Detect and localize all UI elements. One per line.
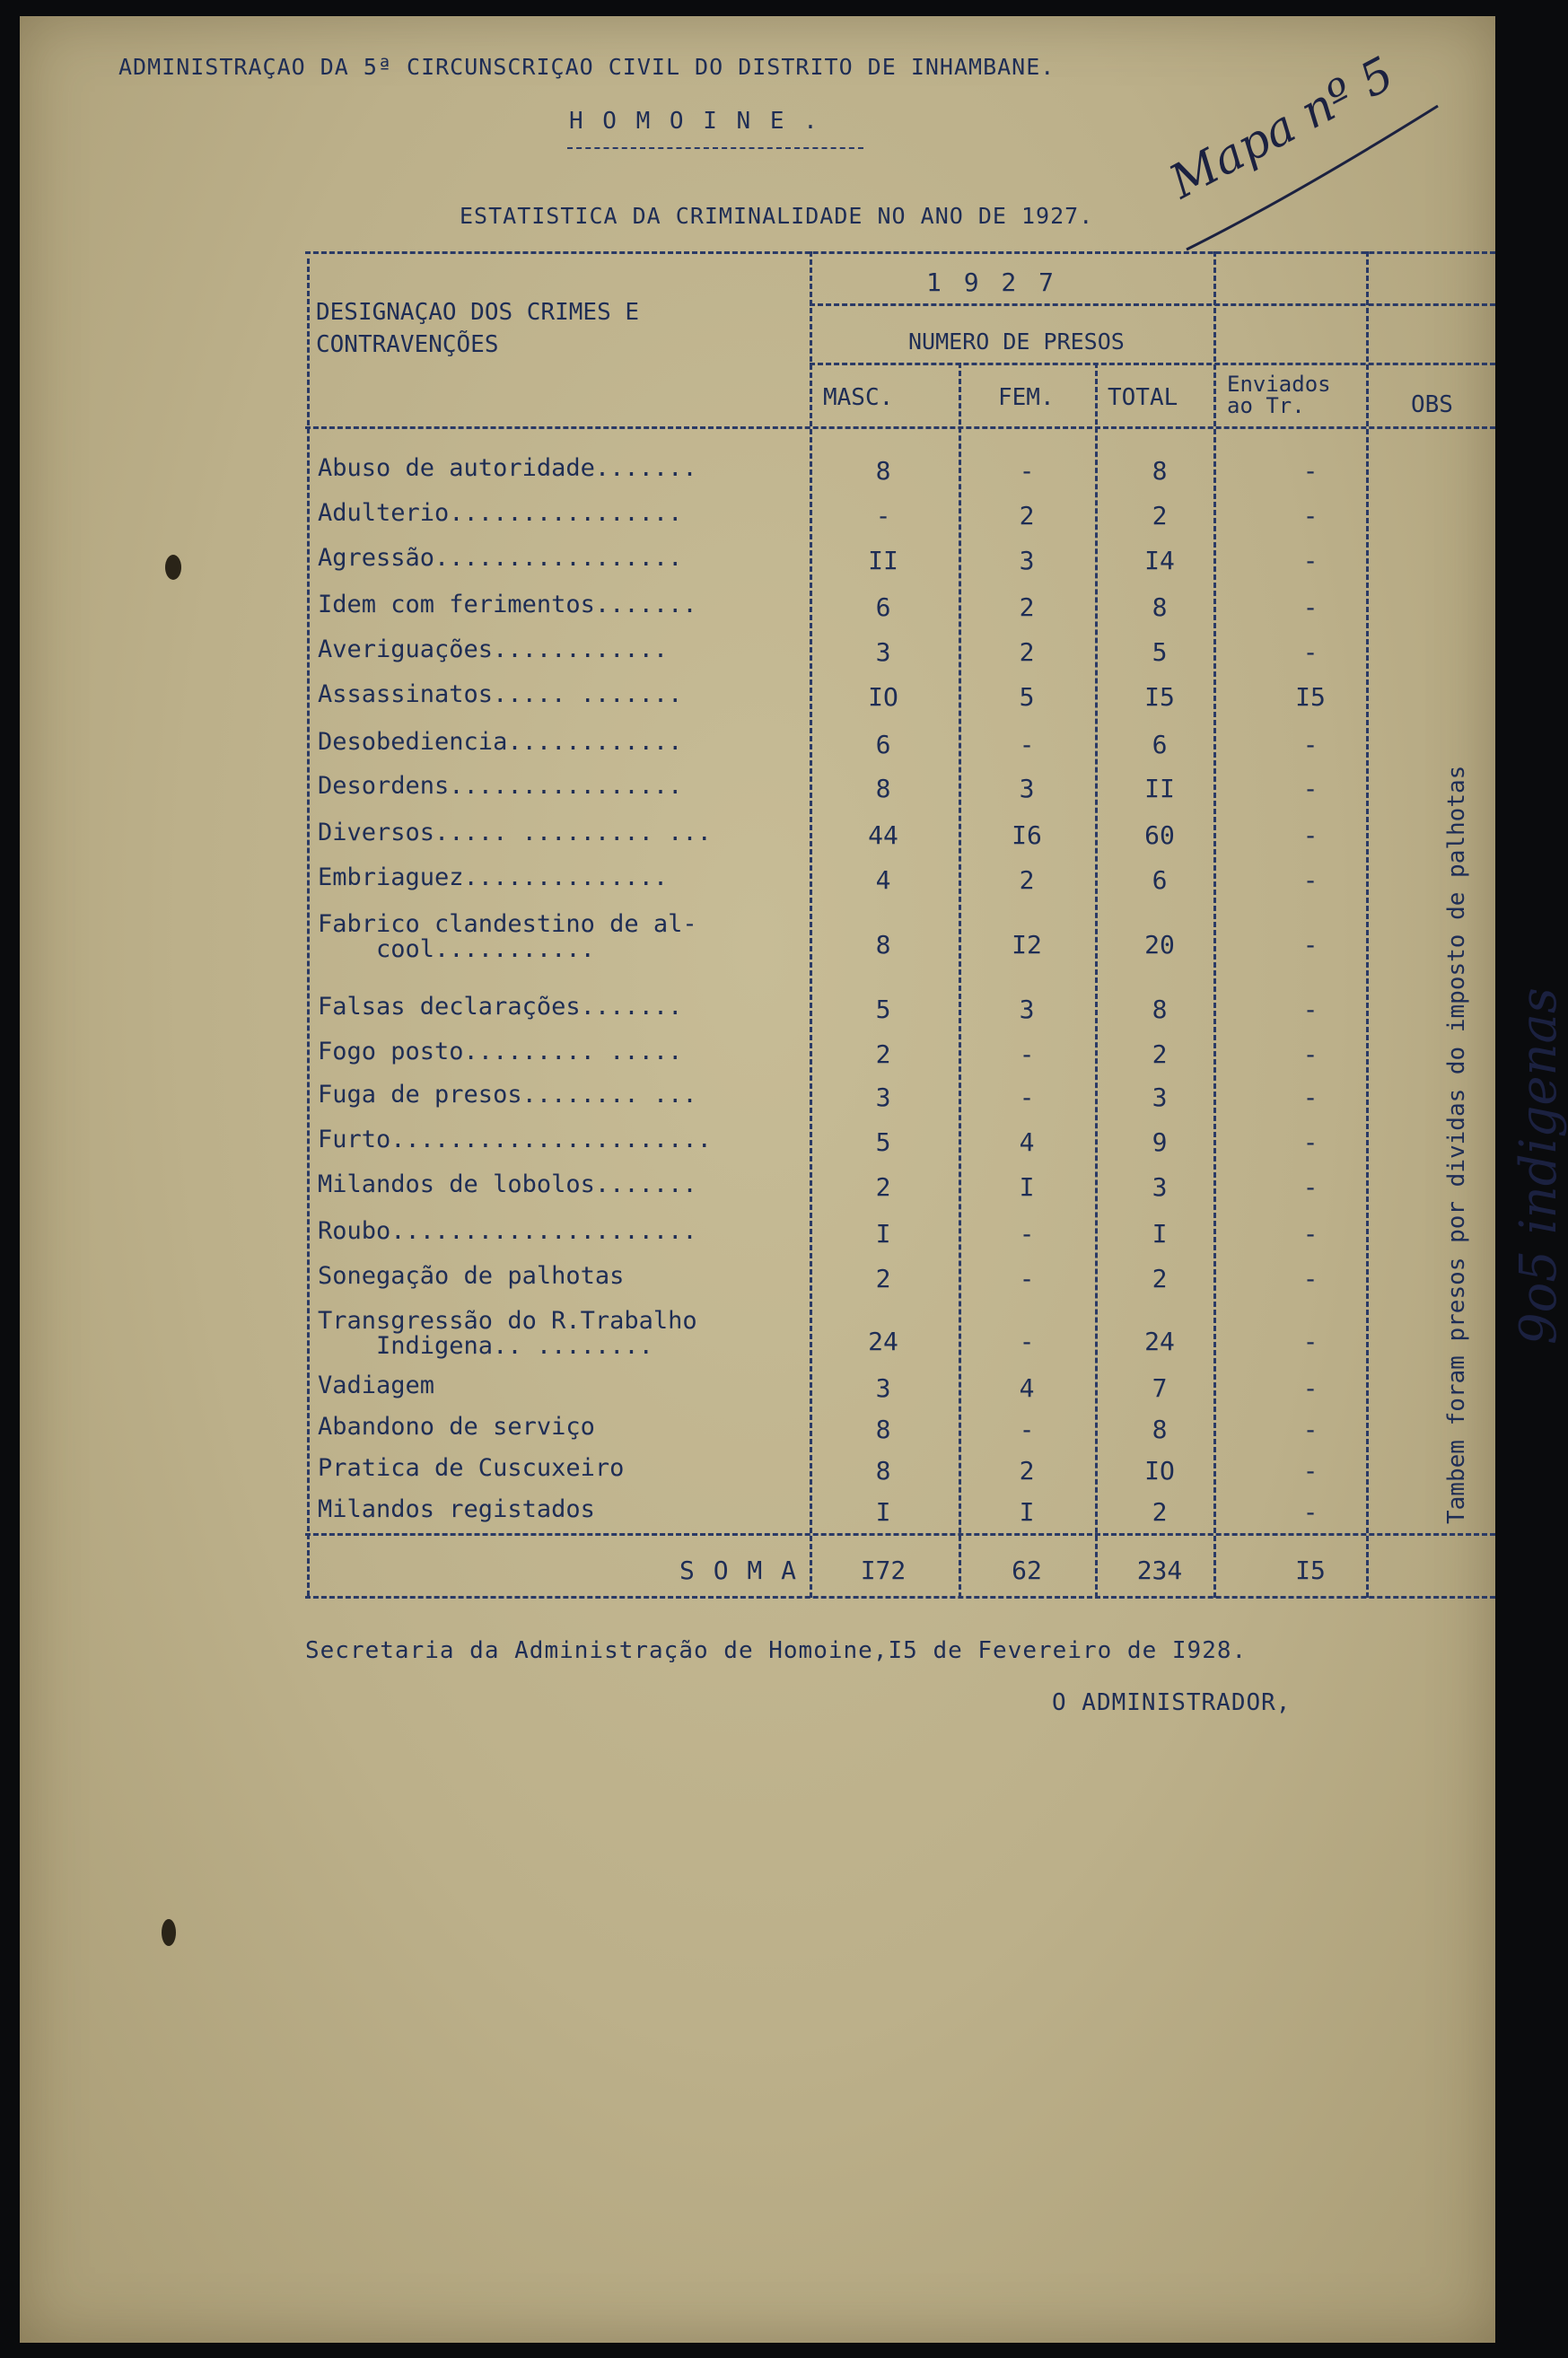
numero-presos-header: NUMERO DE PRESOS: [908, 329, 1125, 355]
handwritten-map-number: Mapa nº 5: [1161, 47, 1403, 210]
count-total: 6: [1152, 730, 1168, 759]
count-enviados: -: [1302, 730, 1318, 759]
count-fem: I: [1019, 1497, 1035, 1527]
count-total: 8: [1152, 995, 1168, 1024]
crime-name: Fuga de presos........ ...: [318, 1081, 697, 1109]
col-rule-total: [1095, 363, 1098, 1598]
obs-header: OBS: [1411, 391, 1453, 418]
crime-name: Averiguações............: [318, 636, 669, 663]
count-fem: I2: [1012, 930, 1042, 960]
count-enviados: -: [1302, 637, 1318, 667]
count-fem: -: [1019, 1219, 1035, 1249]
count-total: 8: [1152, 1415, 1168, 1444]
count-fem: 4: [1019, 1127, 1035, 1157]
header-administration: ADMINISTRAÇAO DA 5ª CIRCUNSCRIÇAO CIVIL DO DISTRITO DE INHAMBANE.: [118, 54, 1056, 80]
count-enviados: -: [1302, 1415, 1318, 1444]
count-fem: 2: [1019, 501, 1035, 530]
count-enviados: -: [1302, 820, 1318, 850]
count-total: 2: [1152, 1264, 1168, 1293]
soma-fem: 62: [1012, 1556, 1042, 1585]
crime-name: Milandos registados: [318, 1495, 595, 1523]
totals-top-rule: [305, 1533, 1495, 1536]
crime-name: Embriaguez..............: [318, 863, 669, 891]
soma-enviados: I5: [1295, 1556, 1326, 1585]
crime-name: Pratica de Cuscuxeiro: [318, 1454, 625, 1482]
count-fem: 3: [1019, 995, 1035, 1024]
crime-name: Desordens................: [318, 772, 683, 800]
count-fem: -: [1019, 1039, 1035, 1069]
count-masc: 4: [875, 865, 891, 895]
count-masc: 8: [875, 1415, 891, 1444]
count-enviados: -: [1302, 1327, 1318, 1356]
count-total: 8: [1152, 592, 1168, 622]
count-enviados: -: [1302, 1456, 1318, 1486]
count-fem: 2: [1019, 865, 1035, 895]
count-fem: I6: [1012, 820, 1042, 850]
count-total: I5: [1144, 682, 1175, 712]
count-fem: 2: [1019, 592, 1035, 622]
count-total: 7: [1152, 1373, 1168, 1403]
count-total: 9: [1152, 1127, 1168, 1157]
count-total: II: [1144, 774, 1175, 803]
count-enviados: -: [1302, 1264, 1318, 1293]
count-fem: -: [1019, 1415, 1035, 1444]
obs-note: Tambem foram presos por dividas do imposto de palhotas: [1443, 765, 1470, 1524]
count-masc: 2: [875, 1039, 891, 1069]
count-total: 3: [1152, 1172, 1168, 1202]
count-fem: 3: [1019, 774, 1035, 803]
crime-name: Fabrico clandestino de al- cool...........: [318, 910, 697, 963]
crime-name: Milandos de lobolos.......: [318, 1170, 697, 1198]
crime-name: Furto......................: [318, 1126, 712, 1153]
table-left-rule: [307, 259, 310, 1596]
count-fem: 2: [1019, 637, 1035, 667]
year-rule: [810, 303, 1495, 306]
count-total: 2: [1152, 501, 1168, 530]
count-fem: 5: [1019, 682, 1035, 712]
punch-hole-bottom: [162, 1919, 176, 1946]
crime-name: Abuso de autoridade.......: [318, 454, 697, 482]
count-masc: 5: [875, 995, 891, 1024]
count-fem: 2: [1019, 1456, 1035, 1486]
count-masc: 3: [875, 1373, 891, 1403]
count-total: I: [1152, 1219, 1168, 1249]
numero-rule: [810, 363, 1495, 365]
handwritten-stroke: [1169, 88, 1456, 259]
count-enviados: -: [1302, 1373, 1318, 1403]
footer-signature: O ADMINISTRADOR,: [1052, 1689, 1292, 1716]
count-total: 6: [1152, 865, 1168, 895]
count-enviados: -: [1302, 1083, 1318, 1112]
footer-secretaria: Secretaria da Administração de Homoine,I5 de Fevereiro de I928.: [305, 1637, 1248, 1664]
crime-name: Desobediencia............: [318, 728, 683, 756]
crime-name: Idem com ferimentos.......: [318, 591, 697, 618]
count-enviados: -: [1302, 546, 1318, 575]
count-enviados: -: [1302, 930, 1318, 960]
crime-name: Roubo.....................: [318, 1217, 697, 1245]
count-masc: I: [875, 1497, 891, 1527]
count-enviados: -: [1302, 1219, 1318, 1249]
punch-hole-top: [165, 555, 181, 580]
count-enviados: I5: [1295, 682, 1326, 712]
count-masc: IO: [868, 682, 898, 712]
year-header: 1 9 2 7: [926, 267, 1058, 297]
count-fem: 4: [1019, 1373, 1035, 1403]
count-masc: 2: [875, 1264, 891, 1293]
header-bottom-rule: [305, 426, 1495, 429]
document-page: [20, 16, 1568, 2343]
count-enviados: -: [1302, 774, 1318, 803]
count-total: 8: [1152, 456, 1168, 486]
count-masc: 6: [875, 730, 891, 759]
document-title: ESTATISTICA DA CRIMINALIDADE NO ANO DE 1927.: [460, 203, 1094, 229]
place-underline: [567, 147, 863, 149]
crime-name: Adulterio................: [318, 499, 683, 527]
designation-header: DESIGNAÇAO DOS CRIMES E CONTRAVENÇÕES: [316, 299, 640, 358]
crime-name: Abandono de serviço: [318, 1413, 595, 1441]
count-fem: -: [1019, 1083, 1035, 1112]
soma-masc: I72: [860, 1556, 907, 1585]
count-fem: -: [1019, 730, 1035, 759]
count-enviados: -: [1302, 1172, 1318, 1202]
count-total: 3: [1152, 1083, 1168, 1112]
count-masc: 3: [875, 637, 891, 667]
count-masc: 8: [875, 930, 891, 960]
count-total: I4: [1144, 546, 1175, 575]
count-fem: -: [1019, 456, 1035, 486]
soma-label: S O M A: [679, 1556, 799, 1585]
count-masc: 44: [868, 820, 898, 850]
count-enviados: -: [1302, 995, 1318, 1024]
col-rule-fem: [959, 363, 961, 1598]
crime-name: Agressão.................: [318, 544, 683, 572]
count-masc: 8: [875, 774, 891, 803]
count-masc: 6: [875, 592, 891, 622]
soma-total: 234: [1136, 1556, 1183, 1585]
crime-name: Falsas declarações.......: [318, 993, 683, 1021]
crime-name: Sonegação de palhotas: [318, 1262, 625, 1290]
count-masc: -: [875, 501, 891, 530]
masc-header: MASC.: [823, 384, 894, 411]
count-total: 20: [1144, 930, 1175, 960]
count-fem: 3: [1019, 546, 1035, 575]
count-masc: 5: [875, 1127, 891, 1157]
count-enviados: -: [1302, 456, 1318, 486]
count-masc: 8: [875, 456, 891, 486]
crime-name: Assassinatos..... .......: [318, 680, 683, 708]
count-total: 5: [1152, 637, 1168, 667]
crime-name: Fogo posto......... .....: [318, 1038, 683, 1065]
crime-name: Diversos..... ......... ...: [318, 819, 712, 846]
crime-name: Vadiagem: [318, 1372, 435, 1399]
count-masc: 3: [875, 1083, 891, 1112]
count-masc: 8: [875, 1456, 891, 1486]
count-total: 60: [1144, 820, 1175, 850]
handwritten-margin-note: 9o5 indigenas: [1510, 987, 1568, 1345]
count-total: IO: [1144, 1456, 1175, 1486]
count-fem: -: [1019, 1264, 1035, 1293]
count-masc: II: [868, 546, 898, 575]
count-enviados: -: [1302, 865, 1318, 895]
table-bottom-rule: [305, 1596, 1495, 1599]
count-enviados: -: [1302, 592, 1318, 622]
fem-header: FEM.: [998, 384, 1055, 411]
col-rule-obs: [1366, 251, 1369, 1598]
count-fem: I: [1019, 1172, 1035, 1202]
count-total: 2: [1152, 1039, 1168, 1069]
col-rule-masc: [810, 251, 812, 1598]
crime-name: Transgressão do R.Trabalho Indigena.. ........: [318, 1307, 697, 1360]
count-enviados: -: [1302, 1127, 1318, 1157]
enviados-header: Enviados ao Tr.: [1227, 372, 1331, 418]
count-enviados: -: [1302, 501, 1318, 530]
count-masc: 2: [875, 1172, 891, 1202]
count-total: 24: [1144, 1327, 1175, 1356]
header-place: H O M O I N E .: [569, 108, 820, 135]
count-fem: -: [1019, 1327, 1035, 1356]
count-masc: 24: [868, 1327, 898, 1356]
total-header: TOTAL: [1108, 384, 1178, 411]
table-top-rule: [305, 251, 1495, 254]
count-enviados: -: [1302, 1039, 1318, 1069]
count-masc: I: [875, 1219, 891, 1249]
col-rule-enviados: [1213, 251, 1216, 1598]
count-enviados: -: [1302, 1497, 1318, 1527]
count-total: 2: [1152, 1497, 1168, 1527]
